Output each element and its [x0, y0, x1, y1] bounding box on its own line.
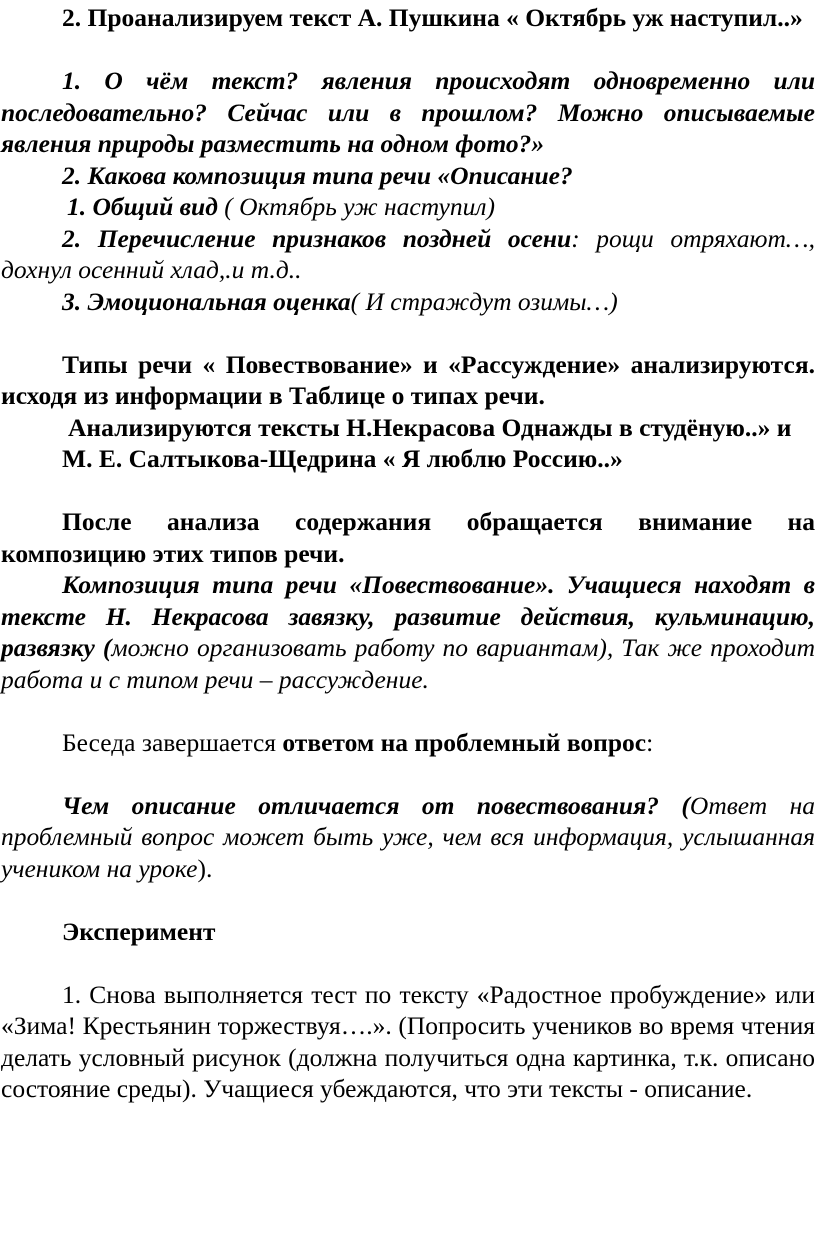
- spacer: [1, 475, 815, 507]
- speech-types-text: Типы речи « Повествование» и «Рассуждение» анализируются. исходя из информации в Таблице о типах речи.: [1, 349, 815, 410]
- problem-question-bold: Чем описание отличается от повествования? (: [62, 790, 690, 820]
- document-page: [0, 2, 816, 1256]
- experiment-text: 1. Снова выполняется тест по тексту «Радостное пробуждение» или «Зима! Крестьянин торжествуя….». (Попросить учеников во время чтения делать условный рисунок (должна получиться одна картинка, т.к. описано состояние среды). Учащиеся убеждаются, что эти тексты - описание.: [1, 979, 815, 1103]
- analysis-paragraph: [1, 506, 815, 569]
- composition-item-3-text: ( И страждут озимы…): [350, 286, 618, 316]
- spacer: [1, 695, 815, 727]
- narration-composition-italic: можно организовать работу по вариантам), Так же проходит работа и с типом речи – рассуждение.: [1, 633, 815, 694]
- composition-item-1-text: ( Октябрь уж наступил): [217, 192, 495, 221]
- composition-item-3: [1, 286, 815, 318]
- speech-types-paragraph: [1, 349, 815, 412]
- conversation-colon: :: [646, 727, 654, 757]
- nekrasov-text: Анализируются тексты Н.Некрасова Однажды в студёную..» и: [68, 412, 792, 442]
- spacer: [1, 884, 815, 916]
- experiment-title-text: Эксперимент: [62, 916, 216, 946]
- conversation-bold: ответом на проблемный вопрос: [282, 727, 647, 757]
- conversation-plain: Беседа завершается: [62, 727, 283, 757]
- experiment-paragraph: [1, 979, 815, 1105]
- question-1: [1, 65, 815, 160]
- nekrasov-paragraph: [1, 412, 815, 444]
- composition-item-2-label: 2. Перечисление признаков поздней осени: [62, 223, 572, 253]
- spacer: [1, 758, 815, 790]
- composition-item-1-label: 1. Общий вид: [67, 192, 218, 221]
- composition-item-2-text: : рощи отряхают…, дохнул осенний хлад,.и т.д..: [1, 223, 815, 284]
- problem-end: ).: [197, 853, 213, 883]
- spacer: [1, 947, 815, 979]
- question-2: [1, 160, 815, 192]
- question-2-text: 2. Какова композиция типа речи «Описание?: [62, 160, 573, 190]
- saltykov-paragraph: [1, 443, 815, 475]
- narration-composition-bold: Композиция типа речи «Повествование». Учащиеся находят в тексте Н. Некрасова завязку, развитие действия, кульминацию, развязку (: [1, 570, 815, 662]
- problem-answer-italic: Ответ на проблемный вопрос может быть уже, чем вся информация, услышанная учеником на уроке: [1, 790, 816, 883]
- composition-item-3-label: 3. Эмоциональная оценка: [62, 286, 351, 316]
- experiment-title: [1, 916, 815, 948]
- saltykov-text: М. Е. Салтыкова-Щедрина « Я люблю Россию..»: [62, 444, 623, 473]
- composition-item-2: [1, 223, 815, 286]
- section-heading-text: 2. Проанализируем текст А. Пушкина « Октябрь уж наступил..»: [62, 3, 803, 32]
- spacer: [1, 317, 815, 349]
- conversation-paragraph: [1, 727, 815, 759]
- spacer: [1, 34, 815, 66]
- section-heading: [1, 2, 815, 34]
- problem-question-paragraph: [1, 790, 815, 885]
- question-1-text: 1. О чём текст? явления происходят одновременно или последовательно? Сейчас или в прошлом? Можно описываемые явления природы разместить на одном фото?»: [1, 66, 815, 158]
- analysis-text: После анализа содержания обращается внимание на композицию этих типов речи.: [1, 507, 815, 568]
- narration-composition-paragraph: [1, 569, 815, 695]
- composition-item-1: [1, 191, 815, 223]
